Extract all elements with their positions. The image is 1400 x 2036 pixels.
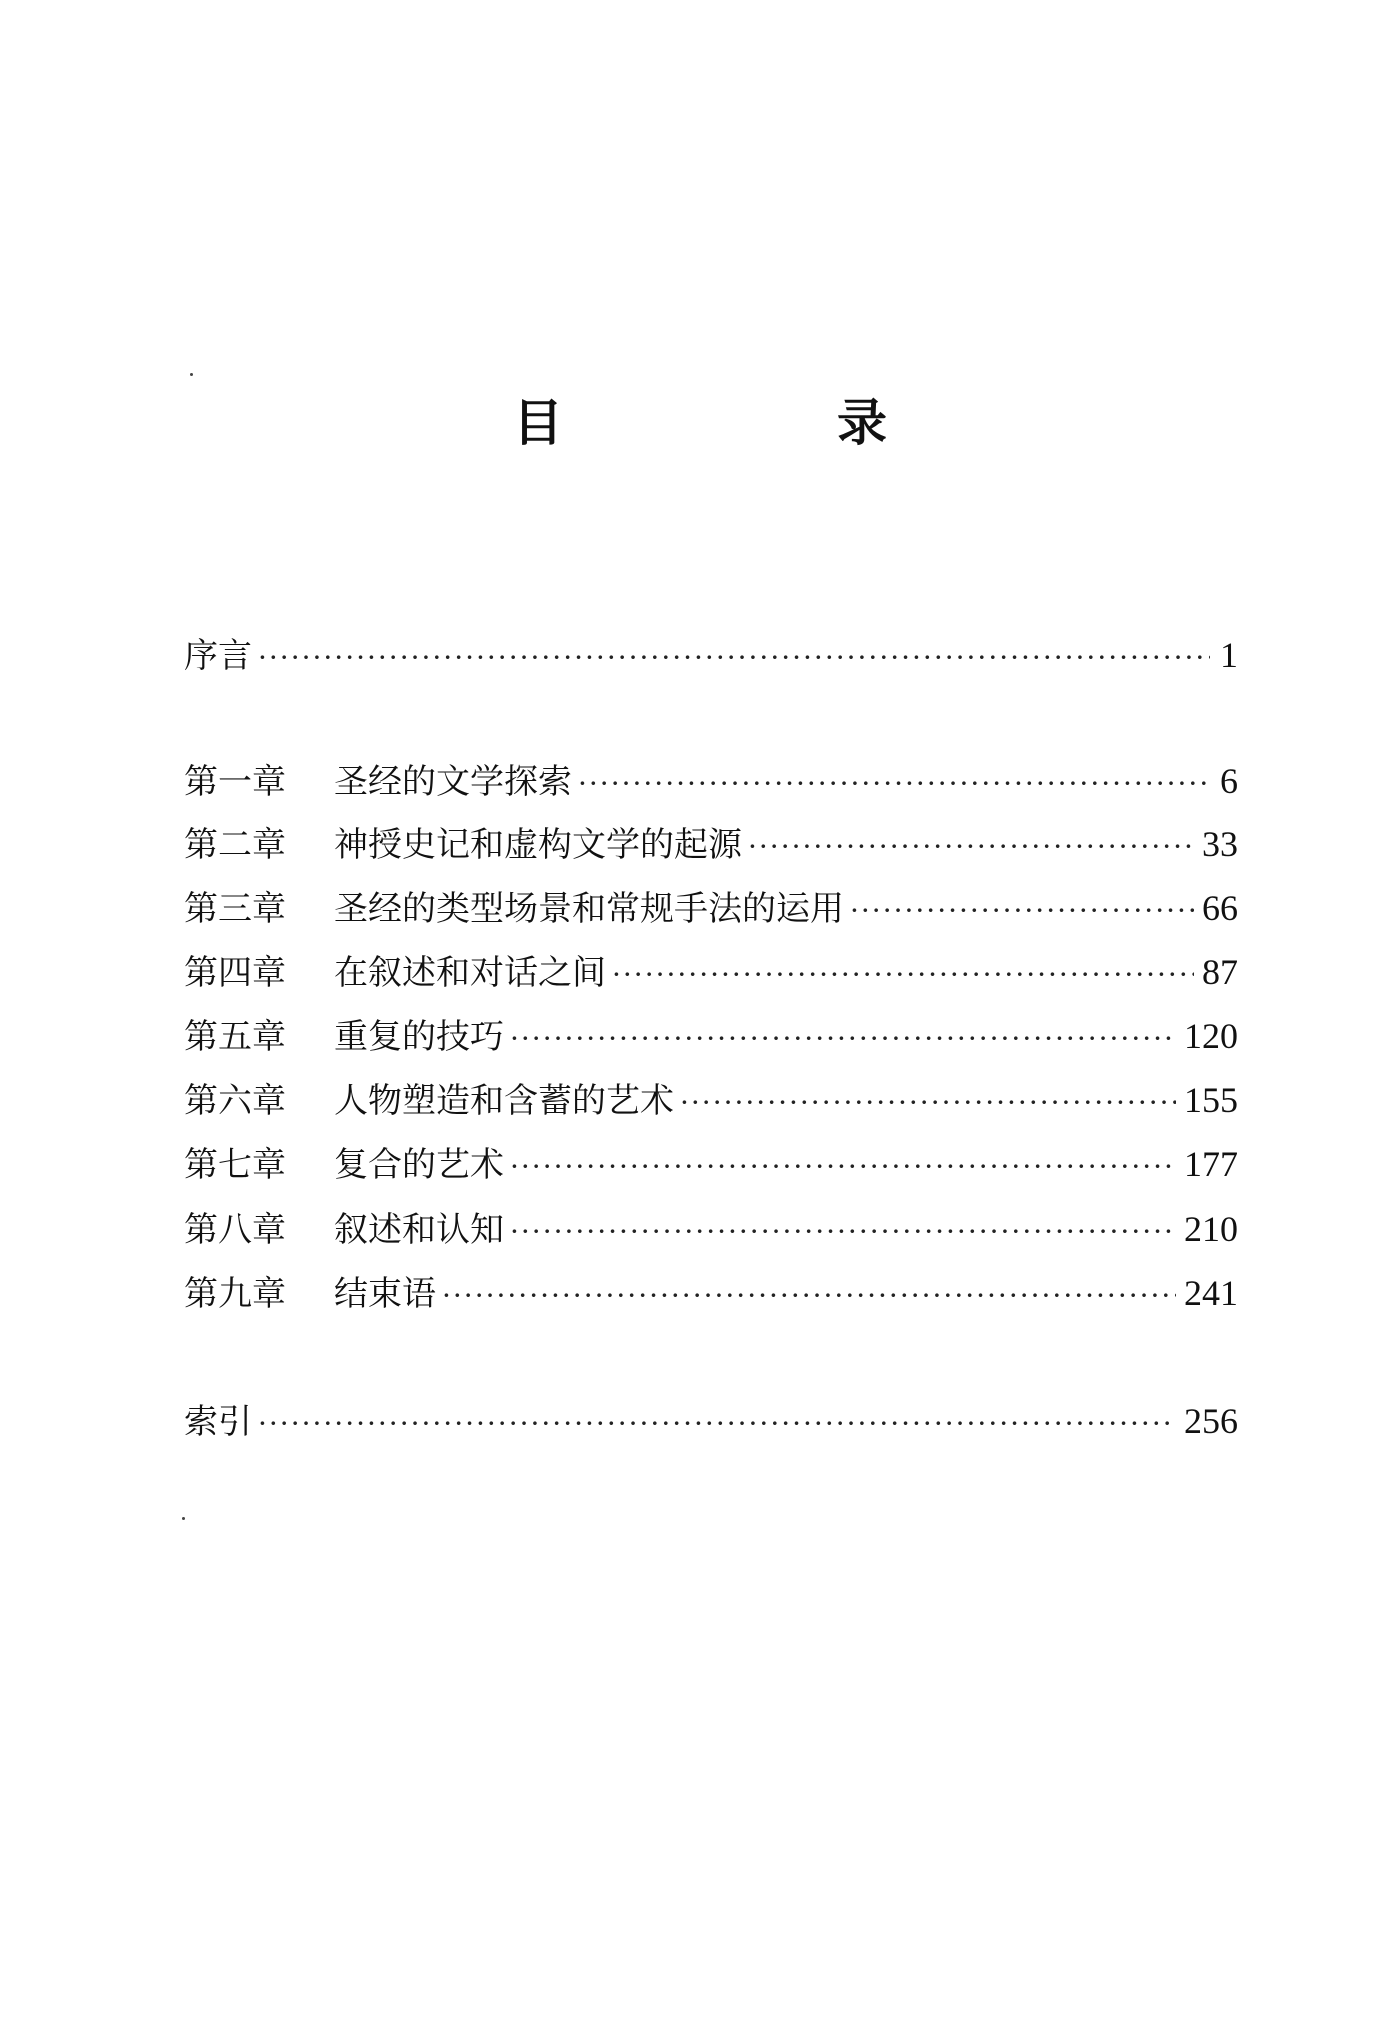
dot-leader [258,1398,1176,1450]
toc-chapter-title: 神授史记和虚构文学的起源 [334,825,742,865]
dot-leader [510,1206,1176,1258]
dot-leader [258,632,1210,684]
toc-chapter-title: 圣经的类型场景和常规手法的运用 [334,889,844,929]
toc-entry-chapter[interactable] [184,882,1238,934]
toc-chapter-title: 复合的艺术 [334,1145,504,1185]
toc-chapter-number: 第六章 [184,1081,286,1121]
dot-leader [850,885,1194,937]
toc-entry-preface[interactable] [184,629,1238,681]
toc-chapter-number: 第七章 [184,1145,286,1185]
dot-leader [442,1270,1176,1322]
scan-speck [190,373,193,376]
toc-chapter-number: 第三章 [184,889,286,929]
toc-chapter-number: 第八章 [184,1210,286,1250]
toc-entry-chapter[interactable] [184,1267,1238,1319]
toc-entry-chapter[interactable] [184,946,1238,998]
toc-chapter-title: 在叙述和对话之间 [334,953,606,993]
toc-page-number: 256 [1184,1401,1238,1441]
page-title: 目 录 [513,394,999,452]
toc-entry-label: 索引 [184,1402,252,1442]
toc-chapter-number: 第二章 [184,825,286,865]
toc-chapter-title: 人物塑造和含蓄的艺术 [334,1081,674,1121]
toc-page-number: 1 [1220,635,1238,675]
toc-entry-label: 序言 [184,636,252,676]
dot-leader [680,1077,1176,1129]
toc-page-number: 6 [1220,761,1238,801]
toc-entry-index[interactable] [184,1395,1238,1447]
toc-entry-chapter[interactable] [184,1074,1238,1126]
toc-chapter-number: 第五章 [184,1017,286,1057]
toc-entry-chapter[interactable] [184,818,1238,870]
toc-page-number: 66 [1202,888,1238,928]
toc-entry-chapter[interactable] [184,1010,1238,1062]
dot-leader [748,821,1194,873]
dot-leader [578,758,1210,810]
toc-chapter-title: 重复的技巧 [334,1017,504,1057]
toc-chapter-number: 第一章 [184,762,286,802]
toc-page-number: 210 [1184,1209,1238,1249]
scan-speck [182,1517,185,1520]
toc-entry-chapter[interactable] [184,1138,1238,1190]
toc-page-number: 33 [1202,824,1238,864]
dot-leader [510,1141,1176,1193]
toc-chapter-title: 圣经的文学探索 [334,762,572,802]
toc-entry-chapter[interactable] [184,755,1238,807]
toc-page-number: 87 [1202,952,1238,992]
toc-chapter-number: 第九章 [184,1274,286,1314]
dot-leader [510,1013,1176,1065]
toc-chapter-title: 叙述和认知 [334,1210,504,1250]
toc-chapter-number: 第四章 [184,953,286,993]
toc-page-number: 120 [1184,1016,1238,1056]
toc-page-number: 155 [1184,1080,1238,1120]
dot-leader [612,949,1194,1001]
toc-page-number: 177 [1184,1144,1238,1184]
toc-page-number: 241 [1184,1273,1238,1313]
toc-entry-chapter[interactable] [184,1203,1238,1255]
toc-chapter-title: 结束语 [334,1274,436,1314]
